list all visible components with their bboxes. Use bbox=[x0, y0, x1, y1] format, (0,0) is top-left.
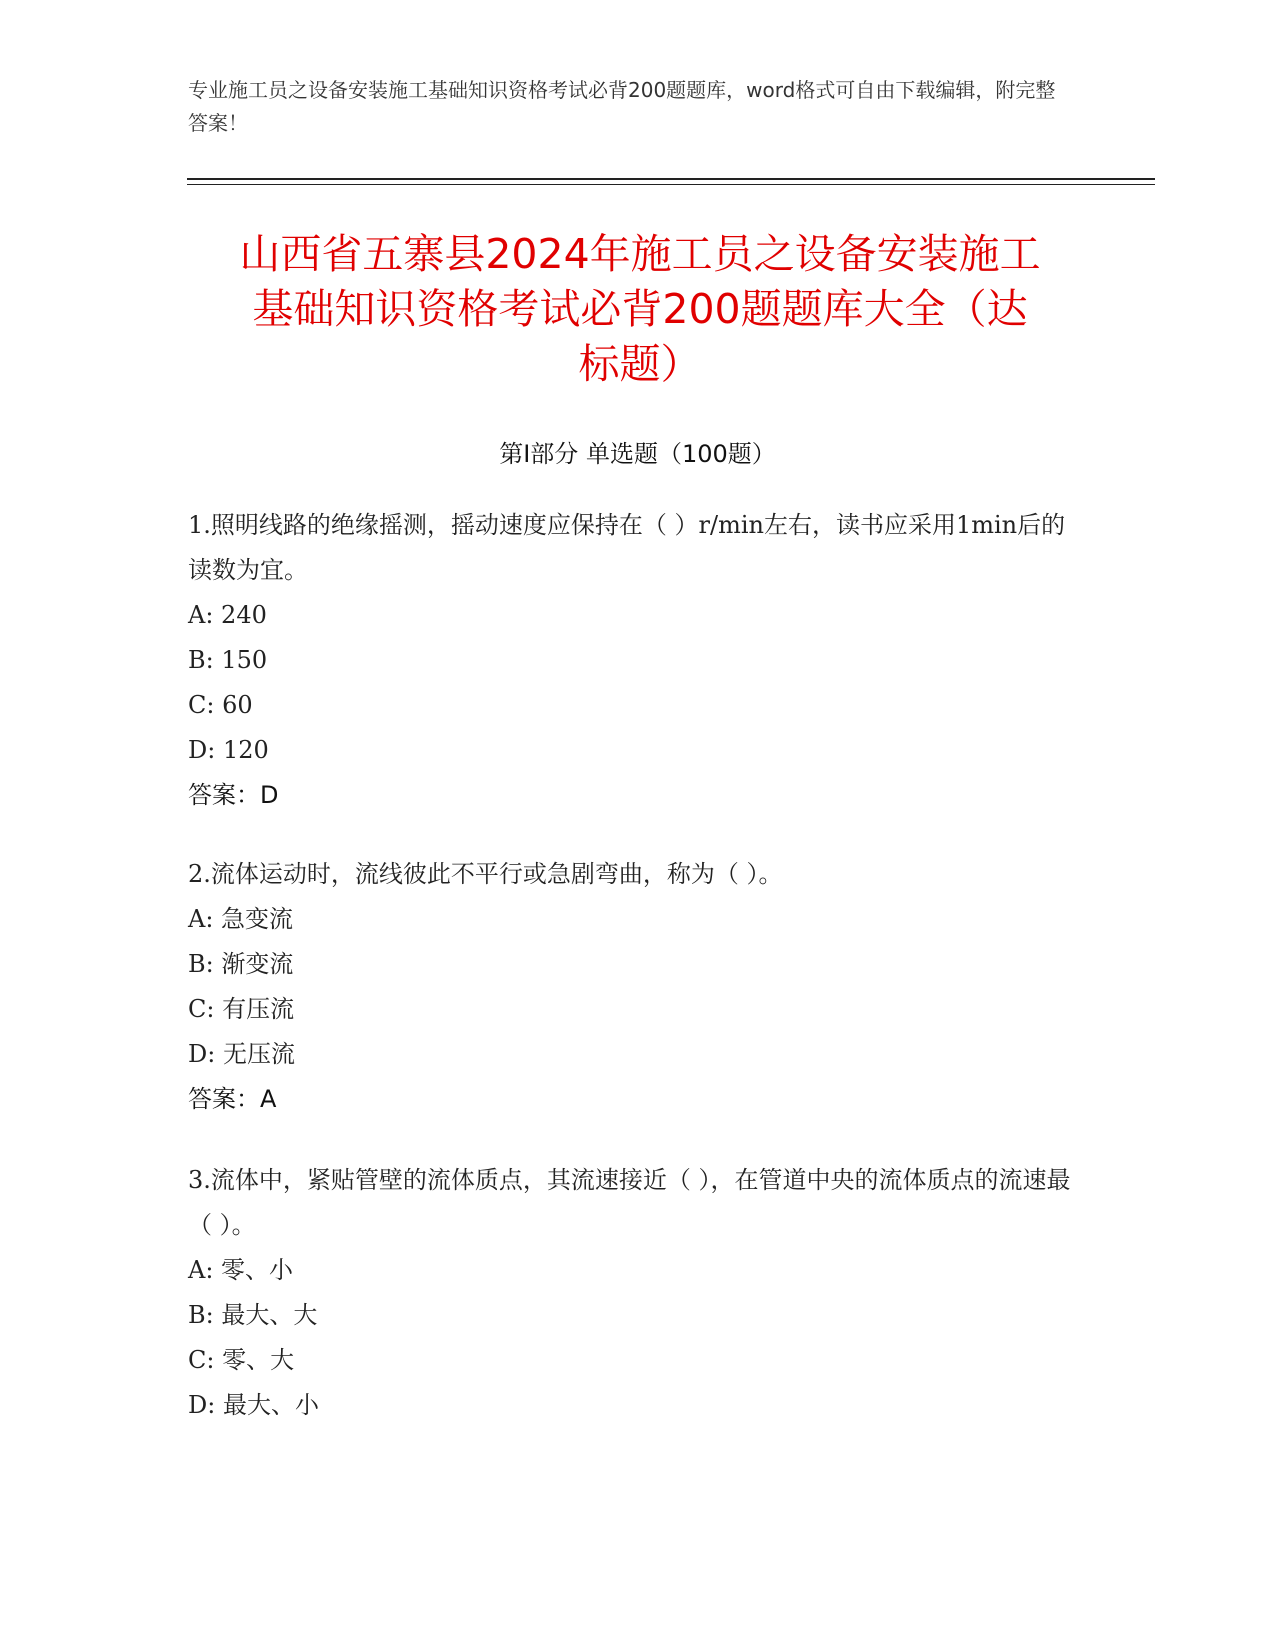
document-title-line-3: 标题） bbox=[578, 340, 702, 388]
option-b: B: 最大、大 bbox=[188, 1301, 318, 1329]
option-a: A: 零、小 bbox=[188, 1256, 294, 1284]
document-title-line-1: 山西省五寨县2024年施工员之设备安装施工 bbox=[239, 230, 1041, 278]
question-stem: 2.流体运动时，流线彼此不平行或急剧弯曲，称为（ ）。 bbox=[188, 860, 783, 888]
option-c: C: 有压流 bbox=[188, 995, 295, 1023]
option-c: C: 60 bbox=[188, 691, 253, 719]
option-d: D: 无压流 bbox=[188, 1040, 295, 1068]
answer: 答案：D bbox=[188, 781, 279, 809]
option-a: A: 急变流 bbox=[188, 905, 294, 933]
question-stem: 1.照明线路的绝缘摇测，摇动速度应保持在（ ）r/min左右，读书应采用1min后的读数为宜。 bbox=[188, 511, 1066, 584]
option-b: B: 150 bbox=[188, 646, 268, 674]
header-rule-thin bbox=[187, 184, 1155, 185]
question-2 bbox=[188, 852, 1078, 1122]
document-title-line-2: 基础知识资格考试必背200题题库大全（达 bbox=[252, 285, 1028, 333]
section-title: 第Ⅰ部分 单选题（100题） bbox=[499, 440, 776, 468]
header-rule-thick bbox=[187, 178, 1155, 180]
option-a: A: 240 bbox=[188, 601, 267, 629]
option-b: B: 渐变流 bbox=[188, 950, 294, 978]
option-c: C: 零、大 bbox=[188, 1346, 295, 1374]
question-3 bbox=[188, 1158, 1078, 1428]
question-stem: 3.流体中，紧贴管壁的流体质点，其流速接近（ ），在管道中央的流体质点的流速最（ ）。 bbox=[188, 1166, 1071, 1239]
option-d: D: 120 bbox=[188, 736, 269, 764]
question-1 bbox=[188, 503, 1078, 818]
document-title bbox=[140, 227, 1140, 392]
option-d: D: 最大、小 bbox=[188, 1391, 319, 1419]
header-note: 专业施工员之设备安装施工基础知识资格考试必背200题题库，word格式可自由下载编辑，附完整答案！ bbox=[188, 78, 1056, 135]
answer: 答案：A bbox=[188, 1085, 277, 1113]
